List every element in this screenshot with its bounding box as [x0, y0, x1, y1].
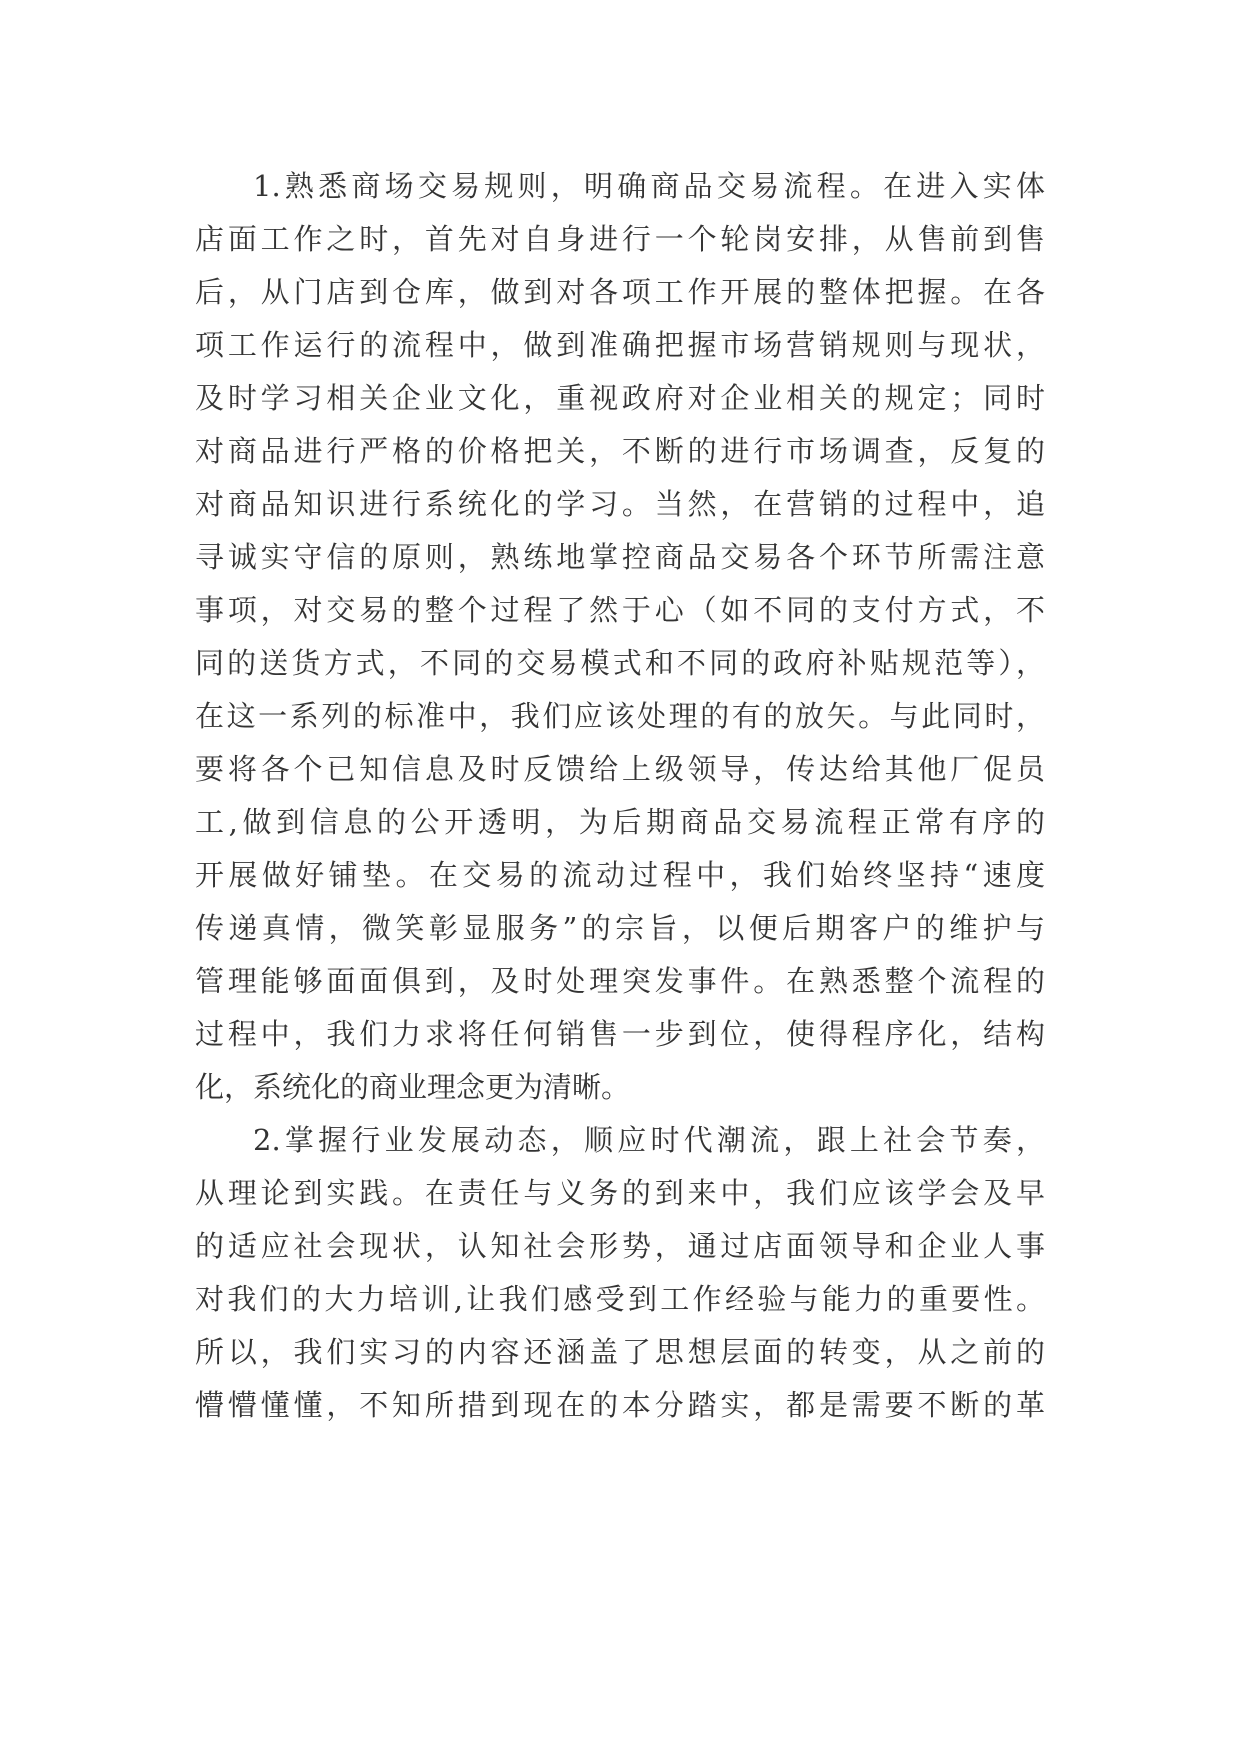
paragraph-line: 从理论到实践。在责任与义务的到来中，我们应该学会及早 [195, 1176, 1045, 1210]
paragraph-line: 事项，对交易的整个过程了然于心（如不同的支付方式，不 [195, 593, 1045, 627]
paragraph-line: 同的送货方式，不同的交易模式和不同的政府补贴规范等）， [195, 646, 1045, 680]
paragraph-line: 对商品知识进行系统化的学习。当然，在营销的过程中，追 [195, 487, 1045, 521]
paragraph-line: 开展做好铺垫。在交易的流动过程中，我们始终坚持“速度 [195, 858, 1045, 892]
paragraph-line: 传递真情，微笑彰显服务”的宗旨，以便后期客户的维护与 [195, 911, 1045, 945]
paragraph-line: 2.掌握行业发展动态，顺应时代潮流，跟上社会节奏， [253, 1123, 1045, 1157]
paragraph-line: 的适应社会现状，认知社会形势，通过店面领导和企业人事 [195, 1229, 1045, 1263]
paragraph-line: 项工作运行的流程中，做到准确把握市场营销规则与现状， [195, 328, 1045, 362]
paragraph-line: 及时学习相关企业文化，重视政府对企业相关的规定；同时 [195, 381, 1045, 415]
paragraph-2 [195, 1114, 1045, 1432]
paragraph-line: 后，从门店到仓库，做到对各项工作开展的整体把握。在各 [195, 275, 1045, 309]
paragraph-line: 过程中，我们力求将任何销售一步到位，使得程序化，结构 [195, 1017, 1045, 1051]
paragraph-line: 店面工作之时，首先对自身进行一个轮岗安排，从售前到售 [195, 222, 1045, 256]
paragraph-line: 要将各个已知信息及时反馈给上级领导，传达给其他厂促员 [195, 752, 1045, 786]
paragraph-line: 工,做到信息的公开透明，为后期商品交易流程正常有序的 [195, 805, 1045, 839]
paragraph-1 [195, 160, 1045, 1114]
paragraph-line: 管理能够面面俱到，及时处理突发事件。在熟悉整个流程的 [195, 964, 1045, 998]
paragraph-line: 对我们的大力培训,让我们感受到工作经验与能力的重要性。 [195, 1282, 1045, 1316]
paragraph-line: 在这一系列的标准中，我们应该处理的有的放矢。与此同时， [195, 699, 1045, 733]
paragraph-line: 懵懵懂懂，不知所措到现在的本分踏实，都是需要不断的革 [195, 1388, 1045, 1422]
paragraph-line: 寻诚实守信的原则，熟练地掌控商品交易各个环节所需注意 [195, 540, 1045, 574]
paragraph-line: 所以，我们实习的内容还涵盖了思想层面的转变，从之前的 [195, 1335, 1045, 1369]
document-body [195, 160, 1045, 1432]
paragraph-line: 对商品进行严格的价格把关，不断的进行市场调查，反复的 [195, 434, 1045, 468]
paragraph-line: 化，系统化的商业理念更为清晰。 [195, 1070, 631, 1104]
paragraph-line: 1.熟悉商场交易规则，明确商品交易流程。在进入实体 [253, 169, 1045, 203]
